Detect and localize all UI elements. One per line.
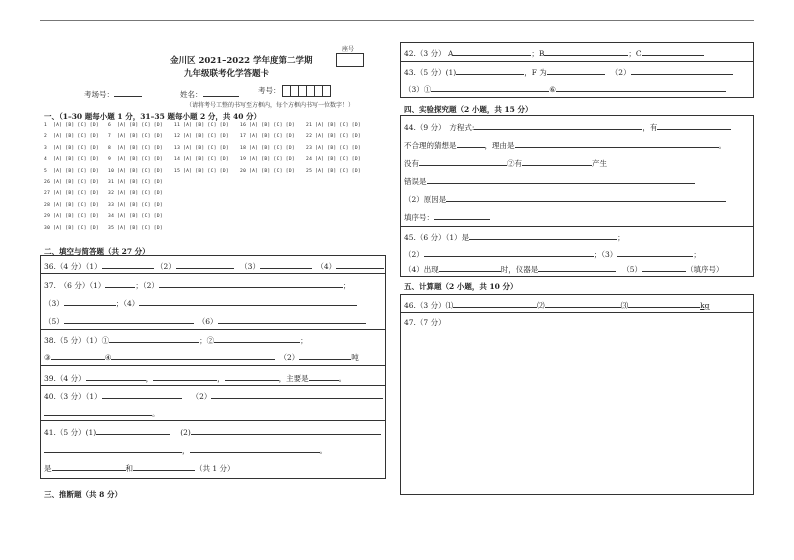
- question-number: 16: [240, 123, 247, 128]
- exam-number-label: 考号：: [258, 86, 281, 95]
- question-number: 35: [108, 225, 115, 231]
- answer-bubbles[interactable]: [A] [B] [C] [D]: [249, 145, 295, 151]
- question-number: 8: [108, 145, 112, 151]
- name-field[interactable]: [180, 88, 239, 100]
- question-row-19: [240, 157, 295, 162]
- question-number: 28: [44, 202, 51, 208]
- answer-blank[interactable]: [105, 279, 135, 288]
- question-number: 2: [44, 134, 48, 140]
- section5-title: 五、计算题（2 小题，共 10 分）: [404, 282, 518, 291]
- answer-blank[interactable]: [457, 139, 485, 148]
- answer-bubbles[interactable]: [A] [B] [C] [D]: [315, 145, 361, 151]
- answer-blank[interactable]: [260, 260, 312, 269]
- answer-bubbles[interactable]: [A] [B] [C] [D]: [117, 202, 163, 208]
- exam-number-field[interactable]: [258, 85, 331, 97]
- answer-bubbles[interactable]: [A] [B] [C] [D]: [117, 191, 163, 197]
- question-row-13: [174, 146, 229, 151]
- section3-title: 三、推断题（共 8 分）: [44, 490, 122, 499]
- question-row-3: [44, 146, 99, 151]
- answer-blank[interactable]: [214, 334, 300, 343]
- top-rule: [40, 20, 754, 21]
- question-number: 6: [108, 123, 112, 128]
- q38-row1: 38.（5 分）（1）① ；② ；: [44, 336, 308, 345]
- name-label: 姓名：: [180, 90, 203, 99]
- q44-row3: 没有 ②有 产生: [404, 159, 607, 168]
- question-number: 26: [44, 180, 51, 185]
- answer-blank[interactable]: [419, 157, 507, 166]
- answer-bubbles[interactable]: [A] [B] [C] [D]: [183, 168, 229, 174]
- q45-row1: 45.（6 分）（1）是 ；: [404, 233, 625, 242]
- seat-box[interactable]: [336, 53, 364, 67]
- answer-bubbles[interactable]: [A] [B] [C] [D]: [315, 123, 361, 128]
- answer-bubbles[interactable]: [A] [B] [C] [D]: [315, 168, 361, 174]
- instruction-text: （请将考号工整的书写至方框内，每个方框内书写一位数字！）: [186, 102, 355, 109]
- answer-bubbles[interactable]: [A] [B] [C] [D]: [183, 157, 229, 163]
- question-number: 25: [306, 168, 313, 174]
- question-row-24: [306, 157, 361, 162]
- answer-bubbles[interactable]: [A] [B] [C] [D]: [53, 145, 99, 151]
- question-row-22: [306, 134, 361, 139]
- question-row-12: [174, 134, 229, 139]
- answer-blank[interactable]: [102, 390, 182, 399]
- answer-blank[interactable]: [453, 299, 537, 308]
- answer-bubbles[interactable]: [A] [B] [C] [D]: [117, 168, 163, 174]
- question-row-27: [44, 191, 99, 196]
- question-number: 3: [44, 145, 48, 151]
- q37-row3: （5） （6）: [44, 315, 366, 327]
- answer-blank[interactable]: [218, 315, 366, 324]
- answer-bubbles[interactable]: [A] [B] [C] [D]: [249, 134, 295, 140]
- answer-blank[interactable]: [439, 263, 501, 272]
- seat-label: 座号: [342, 46, 355, 53]
- answer-blank[interactable]: [111, 351, 275, 360]
- answer-blank[interactable]: [191, 426, 381, 435]
- answer-blank[interactable]: [299, 351, 351, 360]
- answer-bubbles[interactable]: [A] [B] [C] [D]: [315, 157, 361, 163]
- answer-blank[interactable]: [446, 193, 726, 202]
- answer-blank[interactable]: [522, 157, 592, 166]
- answer-blank[interactable]: [133, 462, 195, 471]
- answer-bubbles[interactable]: [A] [B] [C] [D]: [117, 225, 163, 231]
- question-number: 23: [306, 145, 313, 151]
- question-number: 11: [174, 123, 181, 128]
- question-row-5: [44, 169, 99, 174]
- digit-box[interactable]: [322, 85, 331, 97]
- question-row-26: [44, 180, 99, 185]
- answer-blank[interactable]: [545, 299, 621, 308]
- answer-blank[interactable]: [64, 315, 194, 324]
- answer-bubbles[interactable]: [A] [B] [C] [D]: [117, 123, 163, 128]
- q44-row4: 错误是: [404, 175, 695, 187]
- q44-row1: 44.（9 分） 方程式: ，有: [404, 121, 731, 133]
- q37-row2: （3） ；（4）: [44, 297, 357, 309]
- question-number: 4: [44, 157, 48, 163]
- question-number: 31: [108, 180, 115, 185]
- question-row-16: [240, 123, 295, 128]
- question-number: 12: [174, 134, 181, 140]
- answer-blank[interactable]: [64, 297, 116, 306]
- q41-row1: 41.（5 分）(1) (2): [44, 426, 381, 438]
- exam-room-field[interactable]: [84, 88, 142, 100]
- question-number: 30: [44, 225, 51, 231]
- answer-bubbles[interactable]: [A] [B] [C] [D]: [249, 123, 295, 128]
- answer-blank[interactable]: [631, 66, 733, 75]
- answer-bubble-grid: [44, 123, 361, 243]
- question-row-15: [174, 169, 229, 174]
- answer-blank[interactable]: [657, 121, 731, 130]
- answer-bubbles[interactable]: [A] [B] [C] [D]: [53, 191, 99, 197]
- q40-row1: 40.（3 分）（1） （2）: [44, 390, 383, 402]
- question-row-10: [108, 169, 163, 174]
- answer-blank[interactable]: [309, 372, 339, 381]
- question-number: 1: [44, 123, 48, 128]
- answer-bubbles[interactable]: [A] [B] [C] [D]: [183, 123, 229, 128]
- question-number: 9: [108, 157, 112, 163]
- question-row-23: [306, 146, 361, 151]
- question-row-17: [240, 134, 295, 139]
- question-number: 27: [44, 191, 51, 197]
- answer-bubbles[interactable]: [A] [B] [C] [D]: [117, 157, 163, 163]
- question-number: 7: [108, 134, 112, 140]
- answer-bubbles[interactable]: [A] [B] [C] [D]: [117, 145, 163, 151]
- answer-blank[interactable]: [52, 462, 126, 471]
- question-row-20: [240, 169, 295, 174]
- answer-blank[interactable]: [642, 263, 686, 272]
- answer-bubbles[interactable]: [A] [B] [C] [D]: [183, 145, 229, 151]
- answer-blank[interactable]: [86, 372, 146, 381]
- answer-blank[interactable]: [109, 334, 199, 343]
- q43-row1: 43.（5 分）(1) ，F 为 （2）: [404, 66, 733, 78]
- q45-row2: （2） ；（3） ；: [404, 250, 701, 259]
- question-row-1: [44, 123, 99, 128]
- answer-blank[interactable]: [456, 66, 524, 75]
- question-number: 18: [240, 145, 247, 151]
- question-row-34: [108, 214, 163, 219]
- question-number: 10: [108, 168, 115, 174]
- question-row-21: [306, 123, 361, 128]
- question-number: 29: [44, 214, 51, 220]
- q38-row2: ③ ④ （2） 吨: [44, 353, 359, 362]
- card-title: 九年级联考化学答题卡: [184, 69, 270, 79]
- question-row-4: [44, 157, 99, 162]
- answer-blank[interactable]: [139, 297, 357, 306]
- q44-row5: （2）原因是: [404, 193, 726, 205]
- question-row-14: [174, 157, 229, 162]
- answer-bubbles[interactable]: [A] [B] [C] [D]: [249, 168, 295, 174]
- question-row-8: [108, 146, 163, 151]
- question-row-7: [108, 134, 163, 139]
- answer-bubbles[interactable]: [A] [B] [C] [D]: [53, 225, 99, 231]
- answer-blank[interactable]: [96, 426, 170, 435]
- answer-blank[interactable]: [336, 260, 384, 269]
- answer-blank[interactable]: [556, 83, 726, 92]
- question-number: 32: [108, 191, 115, 197]
- answer-blank[interactable]: [102, 260, 154, 269]
- question-number: 33: [108, 202, 115, 208]
- section5-box: [400, 294, 754, 495]
- answer-bubbles[interactable]: [A] [B] [C] [D]: [249, 157, 295, 163]
- q36-row: 36.（4 分）（1） （2） （3） （4）: [44, 260, 384, 272]
- q40-row2: 。: [44, 407, 160, 419]
- answer-bubbles[interactable]: [A] [B] [C] [D]: [53, 168, 99, 174]
- question-row-33: [108, 203, 163, 208]
- question-row-18: [240, 146, 295, 151]
- answer-blank[interactable]: [225, 372, 279, 381]
- answer-blank[interactable]: [453, 47, 531, 56]
- answer-bubbles[interactable]: [A] [B] [C] [D]: [183, 134, 229, 140]
- question-number: 5: [44, 168, 48, 174]
- question-row-31: [108, 180, 163, 185]
- answer-blank[interactable]: [617, 248, 693, 257]
- answer-bubbles[interactable]: [A] [B] [C] [D]: [117, 134, 163, 140]
- exam-title: 金川区 2021–2022 学年度第二学期: [170, 56, 313, 66]
- answer-bubbles[interactable]: [A] [B] [C] [D]: [53, 202, 99, 208]
- q47-label: 47.（7 分）: [404, 318, 446, 327]
- q41-row2: ， 。: [44, 444, 327, 456]
- q45-row3: （4）出现 时，仪器是 （5） （填序号）: [404, 265, 724, 274]
- answer-blank[interactable]: [159, 279, 343, 288]
- question-number: 20: [240, 168, 247, 174]
- q42-row: 42.（3 分） A ；B ；C: [404, 47, 704, 59]
- question-row-35: [108, 226, 163, 231]
- question-row-30: [44, 226, 99, 231]
- answer-bubbles[interactable]: [A] [B] [C] [D]: [53, 157, 99, 163]
- question-number: 14: [174, 157, 181, 163]
- answer-bubbles[interactable]: [A] [B] [C] [D]: [53, 134, 99, 140]
- answer-bubbles[interactable]: [A] [B] [C] [D]: [117, 180, 163, 185]
- answer-blank[interactable]: [628, 299, 700, 308]
- question-row-11: [174, 123, 229, 128]
- question-row-2: [44, 134, 99, 139]
- answer-bubbles[interactable]: [A] [B] [C] [D]: [53, 123, 99, 128]
- answer-blank[interactable]: [44, 407, 152, 416]
- section4-title: 四、实验探究题（2 小题，共 15 分）: [404, 105, 533, 114]
- answer-bubbles[interactable]: [A] [B] [C] [D]: [315, 134, 361, 140]
- q37-row1: 37. （6 分）（1） ；（2） ；: [44, 281, 351, 290]
- question-row-6: [108, 123, 163, 128]
- q46-row: 46.（3 分）⑴ ⑵ ⑶ kg: [404, 301, 710, 310]
- answer-blank[interactable]: [642, 47, 704, 56]
- answer-bubbles[interactable]: [A] [B] [C] [D]: [53, 214, 99, 220]
- question-row-29: [44, 214, 99, 219]
- answer-blank[interactable]: [427, 175, 695, 184]
- answer-blank[interactable]: [469, 231, 617, 240]
- q44-row2: 不合理的猜想是 ，理由是 。: [404, 141, 726, 150]
- question-number: 24: [306, 157, 313, 163]
- answer-blank[interactable]: [211, 390, 383, 399]
- answer-blank[interactable]: [190, 444, 320, 453]
- question-number: 17: [240, 134, 247, 140]
- question-number: 22: [306, 134, 313, 140]
- answer-blank[interactable]: [431, 83, 549, 92]
- answer-blank[interactable]: [544, 47, 628, 56]
- answer-blank[interactable]: [474, 121, 642, 130]
- question-row-28: [44, 203, 99, 208]
- question-number: 15: [174, 168, 181, 174]
- answer-blank[interactable]: [424, 248, 594, 257]
- answer-bubbles[interactable]: [A] [B] [C] [D]: [53, 180, 99, 185]
- answer-bubbles[interactable]: [A] [B] [C] [D]: [117, 214, 163, 220]
- q39-row: 39.（4 分） ， ， ，主要是 。: [44, 374, 347, 383]
- answer-blank[interactable]: [515, 139, 719, 148]
- section1-title: 一、（1–30 题每小题 1 分，31–35 题每小题 2 分，共 40 分）: [44, 112, 262, 121]
- answer-blank[interactable]: [153, 372, 217, 381]
- question-number: 34: [108, 214, 115, 220]
- q44-row6: 填序号：: [404, 211, 490, 223]
- answer-blank[interactable]: [44, 444, 182, 453]
- q43-row2: （3）① ⑥: [404, 83, 726, 95]
- answer-blank[interactable]: [434, 211, 490, 220]
- answer-blank[interactable]: [538, 263, 616, 272]
- answer-blank[interactable]: [51, 351, 105, 360]
- answer-blank[interactable]: [547, 66, 605, 75]
- question-number: 13: [174, 145, 181, 151]
- q41-row3: 是 和 （共 1 分）: [44, 464, 235, 473]
- question-number: 19: [240, 157, 247, 163]
- question-row-25: [306, 169, 361, 174]
- answer-blank[interactable]: [176, 260, 234, 269]
- question-row-32: [108, 191, 163, 196]
- question-row-9: [108, 157, 163, 162]
- section2-title: 二、填空与简答题（共 27 分）: [44, 247, 150, 256]
- exam-room-label: 考场号：: [84, 90, 114, 99]
- question-number: 21: [306, 123, 313, 128]
